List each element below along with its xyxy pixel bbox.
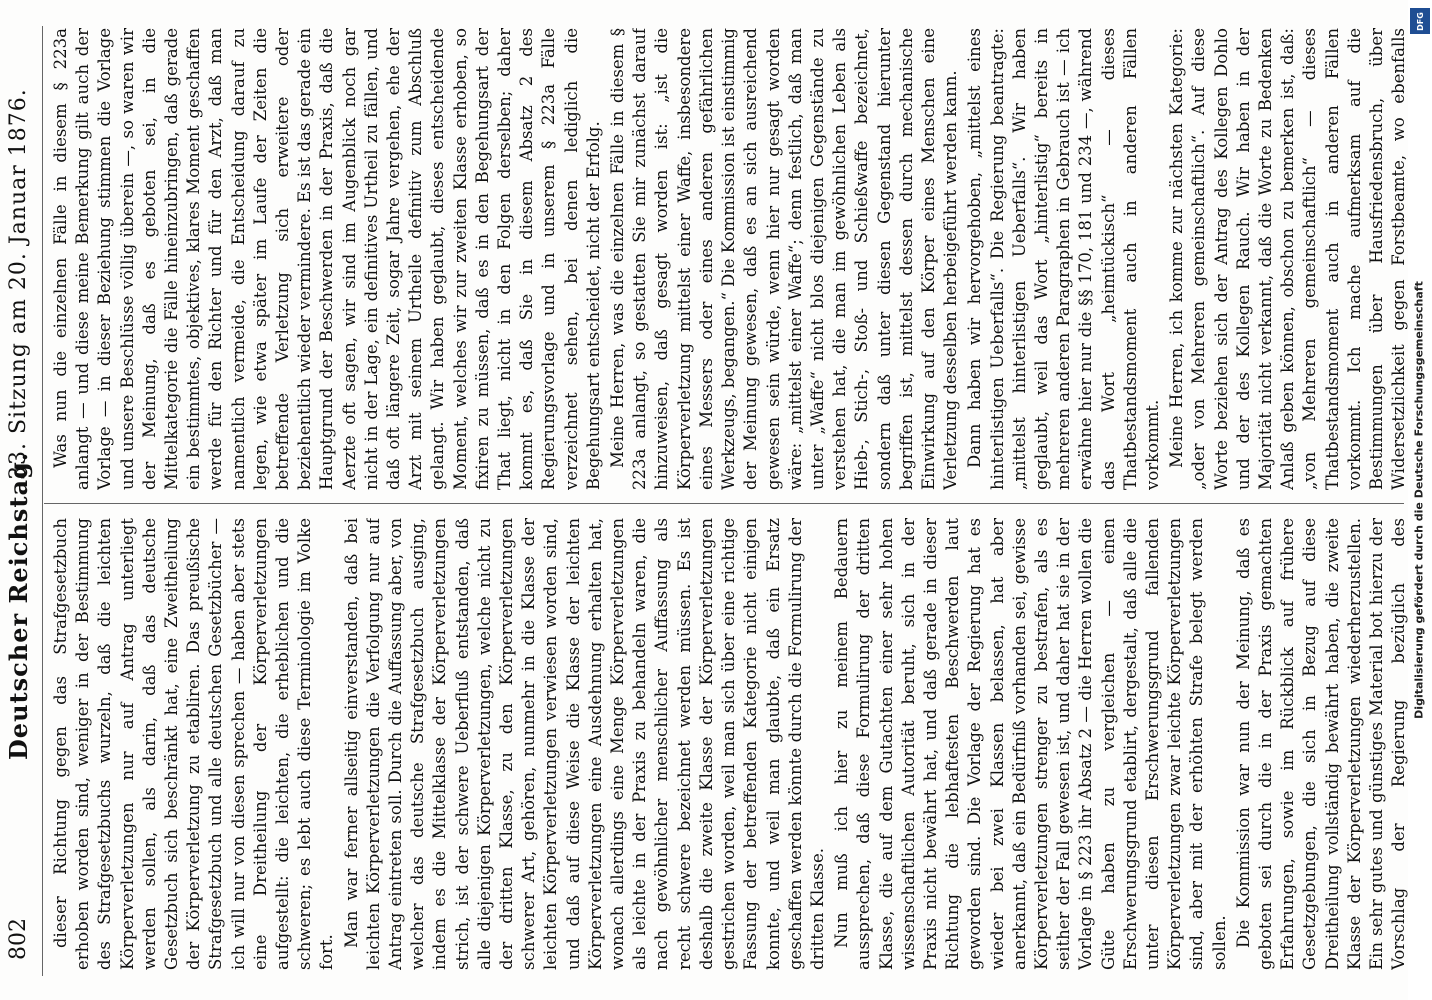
column-divider: [44, 503, 1404, 504]
paragraph: Was nun die einzelnen Fälle in diesem § 223a anlangt — und diese meine Bemerkung gilt auch der Vorlage — in dieser Beziehung stimmen die Vorlage und unsere Beschlüsse völlig überein —, so waren wir der Meinung, daß es geboten sei, in die Mittelkategorie die Fälle hineinzubringen, daß gerade ein bestimmtes, objektives, klares Moment geschaffen werde für den Richter und für den Arzt, daß man namentlich vermeide, die Entscheidung darauf zu legen, wie etwa später im Laufe der Zeiten die betreffende Verletzung sich erweitere oder beziehentlich wieder vermindere. Es ist das gerade ein Hauptgrund der Beschwerden in der Praxis, daß die Aerzte oft sagen, wir sind im Augenblick noch gar nicht in der Lage, ein definitives Urtheil zu fällen, und daß oft längere Zeit, sogar Jahre vergehen, ehe der Arzt mit seinem Urtheile definitiv zum Abschluß gelangt. Wir haben geglaubt, dieses entscheidende Moment, welches wir zur zweiten Klasse erhoben, so fixiren zu müssen, daß es in den Begehungsart der That liegt, nicht in den Folgen derselben; daher kommt es, daß Sie in diesem Absatz 2 des Regierungsvorlage und in unserem § 223a Fälle verzeichnet sehen, bei denen lediglich die Begehungsart entscheidet, nicht der Erfolg.: [51, 28, 603, 490]
page-header: [0, 0, 40, 1000]
paragraph: dieser Richtung gegen das Strafgesetzbuch erhoben worden sind, weniger in der Bestimmung des Strafgesetzbuchs wurzeln, daß die leichten Körperverletzungen nur auf Antrag unterliegt werden sollen, als darin, daß das deutsche Gesetzbuch sich beschränkt hat, eine Zweitheilung der Körperverletzung zu etabliren. Das preußische Strafgesetzbuch und alle deutschen Gesetzbücher — ich will nur von diesen sprechen — haben aber stets eine Dreitheilung der Körperverletzungen aufgestellt: die leichten, die erheblichen und die schweren; es lebt auch diese Terminologie im Volke fort.: [51, 518, 337, 970]
paragraph: Meine Herren, ich komme zur nächsten Kategorie: „oder von Mehreren gemeinschaftlich“. Auf diese Worte beziehen sich der Antrag des Kollegen Dohlo und der des Kollegen Rauch. Wir haben in der Majorität nicht verkannt, daß die Worte zu Bedenken Anlaß geben können, obschon zu bemerken ist, daß: „von Mehreren gemeinschaftlich“ — dieses Thatbestandsmoment auch in anderen Fällen vorkommt. Ich mache aufmerksam auf die Bestimmungen über Hausfriedensbruch, über Widersetzlichkeit gegen Forstbeamte, wo ebenfalls: [1167, 28, 1409, 490]
paragraph: Man war ferner allseitig einverstanden, daß bei leichten Körperverletzungen die Verfolgung nur auf Antrag eintreten soll. Durch die Auffassung aber, von welcher das deutsche Strafgesetzbuch ausging, indem es die Mittelklasse der Körperverletzungen strich, ist der schwere Ueberfluß entstanden, daß alle diejenigen Körperverletzungen, welche nicht zu der dritten Klasse, zu den Körperverletzungen schwerer Art, gehören, nunmehr in die Klasse der leichten Körperverletzungen verwiesen worden sind, und daß auf diese Weise die Klasse der leichten Körperverletzungen eine Ausdehnung erhalten hat, wonach allerdings eine Menge Körperverletzungen als leichte in der Praxis zu behandeln waren, die nach gewöhnlicher menschlicher Auffassung als recht schwere bezeichnet werden müssen. Es ist deshalb die zweite Klasse der Körperverletzungen gestrichen worden, weil man sich über eine richtige Fassung der betreffenden Kategorie nicht einigen konnte, und weil man glaubte, daß ein Ersatz geschaffen werden könnte durch die Formulirung der dritten Klasse.: [341, 518, 827, 970]
session-heading: 33. Sitzung am 20. Januar 1876.: [6, 88, 31, 480]
paragraph: Die Kommission war nun der Meinung, daß es geboten sei durch die in der Praxis gemachten Erfahrungen, sowie im Rückblick auf frühere Gesetzgebungen, die sich in Bezug auf diese Dreitheilung vollständig bewährt haben, die zweite Klasse der Körperverletzungen wiederherzustellen. Ein sehr gutes und günstiges Material bot hierzu der Vorschlag der Regierung bezüglich des: [1233, 518, 1409, 970]
paragraph: Nun muß ich hier zu meinem Bedauern aussprechen, daß diese Formulirung der dritten Klasse, die auf dem Gutachten einer sehr hohen wissenschaftlichen Autorität beruht, sich in der Praxis nicht bewährt hat, und daß gerade in dieser Richtung die lebhaftesten Beschwerden laut geworden sind. Die Vorlage der Regierung hat es wieder bei zwei Klassen belassen, hat aber anerkannt, daß ein Bedürfniß vorhanden sei, gewisse Körperverletzungen strenger zu bestrafen, als es seither der Fall gewesen ist, und daher hat sie in der Vorlage in § 223 ihr Absatz 2 — die Herren wollen die Güte haben zu vergleichen — einen Erschwerungsgrund etablirt, dergestalt, daß alle die unter diesen Erschwerungsgrund fallenden Körperverletzungen zwar leichte Körperverletzungen sind, aber mit der erhöhten Strafe belegt werden sollen.: [832, 518, 1229, 970]
column-left: [50, 518, 1410, 970]
page-number: 802: [6, 918, 31, 960]
digitization-credit: Digitalisierung gefördert durch die Deutsche Forschungsgemeinschaft: [1412, 281, 1426, 719]
column-right: [50, 28, 1410, 490]
header-rule: [42, 26, 43, 976]
paragraph: Dann haben wir hervorgehoben, „mittelst eines hinterlistigen Ueberfalls“. Die Regierung beantragte: „mittelst hinterlistigen Ueberfalls“. Wir haben geglaubt, weil das Wort „hinterlistig“ bereits in mehreren anderen Paragraphen in Gebrauch ist — ich erwähne hier nur die §§ 170, 181 und 234 —, während das Wort „heimtückisch“ — dieses Thatbestandsmoment auch in anderen Fällen vorkommt.: [965, 28, 1162, 490]
paragraph: Meine Herren, was die einzelnen Fälle in diesem § 223a anlangt, so gestatten Sie mir zunächst darauf hinzuweisen, daß gesagt worden ist: „ist die Körperverletzung mittelst einer Waffe, insbesondere eines Messers oder eines anderen gefährlichen Werkzeugs, begangen.“ Die Kommission ist einstimmig der Meinung gewesen, daß es an sich ausreichend gewesen sein würde, wenn hier nur gesagt worden wäre: „mittelst einer Waffe“; denn festlich, daß man unter „Waffe“ nicht blos diejenigen Gegenstände zu verstehen hat, die man im gewöhnlichen Leben als Hieb-, Stich-, Stoß- und Schießwaffe bezeichnet, sondern daß unter diesen Gegenstand hierunter begriffen ist, mittelst dessen durch mechanische Einwirkung auf den Körper eines Menschen eine Verletzung desselben herbeigeführt werden kann.: [608, 28, 961, 490]
publication-title: Deutscher Reichstag.: [4, 451, 33, 760]
dfg-logo: [1410, 8, 1430, 34]
dfg-logo-text: DFG: [1415, 11, 1425, 31]
